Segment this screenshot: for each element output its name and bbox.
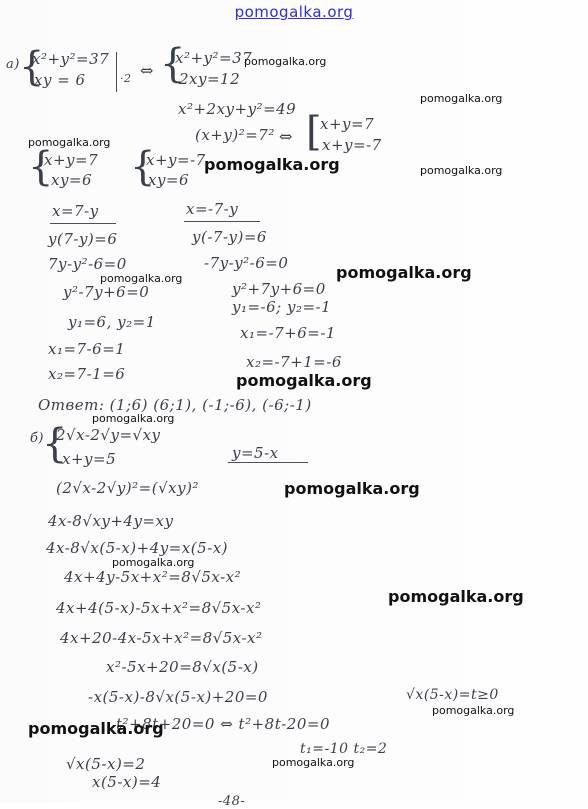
left-sys-eq2: xy=6	[51, 171, 93, 189]
left-step-4: y²-7y+6=0	[63, 283, 150, 301]
brace-right-sys: {	[130, 144, 156, 190]
sys2-eq1: x²+y²=37	[175, 49, 253, 67]
b-step-11: x(5-x)=4	[92, 773, 162, 791]
right-step-3: -7y-y²-6=0	[204, 254, 289, 272]
part-a-label: а)	[6, 57, 20, 72]
left-step-6: x₁=7-6=1	[48, 340, 126, 358]
left-step-3: 7y-y²-6=0	[48, 255, 127, 273]
watermark: pomogalka.org	[244, 55, 327, 68]
b-step-3: 4x-8√x(5-x)+4y=x(5-x)	[46, 539, 229, 557]
substitution-note: √x(5-x)=t≥0	[406, 687, 499, 703]
right-step-7: x₂=-7+1=-6	[246, 353, 342, 371]
multiply-factor: ·2	[120, 72, 132, 85]
watermark: pomogalka.org	[236, 371, 372, 390]
b-step-5: 4x+4(5-x)-5x+x²=8√5x-x²	[56, 599, 262, 617]
sys1-eq2: xy = 6	[34, 71, 86, 89]
b-step-7: x²-5x+20=8√x(5-x)	[106, 658, 259, 676]
b-step-8: -x(5-x)-8√x(5-x)+20=0	[88, 688, 268, 706]
right-step-1-underline	[184, 221, 260, 222]
right-step-2: y(-7-y)=6	[192, 228, 267, 246]
left-step-7: x₂=7-1=6	[48, 365, 126, 383]
watermark: pomogalka.org	[204, 155, 340, 174]
equivalence-arrow-1: ⇔	[140, 61, 154, 80]
b-step-2: 4x-8√xy+4y=xy	[48, 512, 174, 530]
left-step-2: y(7-y)=6	[48, 230, 118, 248]
right-step-1: x=-7-y	[186, 200, 239, 218]
part-b-label: б)	[30, 431, 45, 446]
sys1-eq1: x²+y²=37	[32, 50, 110, 68]
equivalence-arrow-2: ⇔	[279, 127, 293, 146]
sum-line: x²+2xy+y²=49	[178, 100, 297, 118]
site-header-link[interactable]: pomogalka.org	[234, 3, 354, 21]
left-step-1-underline	[50, 223, 116, 224]
watermark: pomogalka.org	[28, 719, 164, 738]
watermark: pomogalka.org	[388, 587, 524, 606]
sys2-eq2: 2xy=12	[179, 70, 241, 88]
watermark: pomogalka.org	[432, 704, 515, 717]
watermark: pomogalka.org	[420, 164, 503, 177]
watermark: pomogalka.org	[92, 412, 175, 425]
brace-sys2: {	[160, 41, 186, 87]
sys-b-eq2: x+y=5	[62, 450, 117, 468]
right-sys-eq2: xy=6	[148, 171, 190, 189]
b-step-6: 4x+20-4x-5x+x²=8√5x-x²	[60, 629, 263, 647]
brace-left-sys: {	[28, 144, 54, 190]
answer-a: Ответ: (1;6) (6;1), (-1;-6), (-6;-1)	[38, 396, 312, 414]
watermark: pomogalka.org	[336, 263, 472, 282]
watermark: pomogalka.org	[420, 92, 503, 105]
left-step-1: x=7-y	[52, 202, 99, 220]
case-eq2: x+y=-7	[322, 136, 382, 154]
brace-cases: [	[306, 109, 322, 155]
watermark: pomogalka.org	[284, 479, 420, 498]
roots-t: t₁=-10 t₂=2	[300, 741, 388, 757]
left-sys-eq1: x+y=7	[44, 151, 99, 169]
brace-sys-b: {	[42, 421, 68, 467]
watermark: pomogalka.org	[28, 136, 111, 149]
square-line: (x+y)²=7²	[195, 126, 275, 144]
left-step-5: y₁=6, y₂=1	[68, 313, 156, 331]
watermark: pomogalka.org	[112, 556, 195, 569]
multiply-bar	[116, 52, 117, 92]
sys-b-eq1: 2√x-2√y=√xy	[56, 426, 161, 444]
right-step-6: x₁=-7+6=-1	[240, 324, 336, 342]
brace-sys1: {	[19, 44, 45, 90]
b-step-1: (2√x-2√y)²=(√xy)²	[56, 479, 199, 497]
side-note-underline	[228, 462, 308, 463]
b-step-10: √x(5-x)=2	[66, 755, 146, 773]
right-step-4: y²+7y+6=0	[232, 280, 326, 298]
page-number: -48-	[218, 794, 246, 809]
case-eq1: x+y=7	[320, 115, 375, 133]
watermark: pomogalka.org	[100, 272, 183, 285]
right-sys-eq1: x+y=-7	[146, 151, 206, 169]
right-step-5: y₁=-6; y₂=-1	[232, 298, 332, 316]
b-step-9: t²+8t+20=0 ⇔ t²+8t-20=0	[116, 715, 330, 733]
side-note-y: y=5-x	[232, 444, 279, 462]
watermark: pomogalka.org	[272, 756, 355, 769]
b-step-4: 4x+4y-5x+x²=8√5x-x²	[64, 568, 242, 586]
